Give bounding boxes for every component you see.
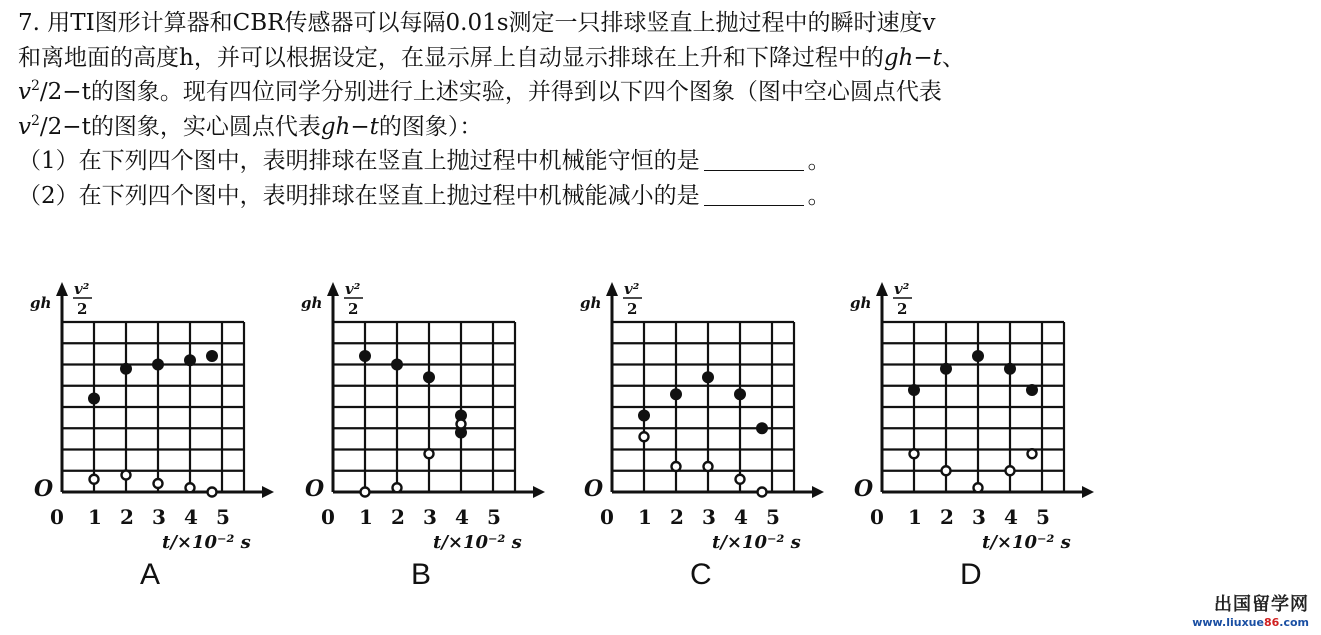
y-axis-label-v2: v² (624, 280, 640, 298)
x-tick-label: 1 (638, 505, 652, 529)
data-point-hollow (1006, 466, 1015, 475)
data-point-filled (391, 359, 403, 371)
x-tick-label: 3 (702, 505, 716, 529)
x-axis-label: t/×10⁻² s (433, 532, 522, 553)
data-point-hollow (361, 488, 370, 497)
y-axis-arrow (876, 282, 888, 296)
question-line-3 (18, 75, 1158, 110)
data-point-hollow (1028, 449, 1037, 458)
x-tick-label: 5 (216, 505, 230, 529)
y-axis-label-v2: v² (894, 280, 910, 298)
data-point-filled (1004, 363, 1016, 375)
y-axis-arrow (606, 282, 618, 296)
watermark-url-a: www.liuxue (1192, 616, 1264, 629)
question-part-2 (18, 179, 1158, 214)
data-point-hollow (425, 449, 434, 458)
graph-figures (0, 260, 1160, 595)
data-point-filled (940, 363, 952, 375)
x-tick-label: 3 (152, 505, 166, 529)
data-point-filled (206, 350, 218, 362)
y-axis-label-den: 2 (77, 300, 88, 318)
data-point-hollow (122, 471, 131, 480)
panel-label: C (690, 558, 712, 591)
data-point-hollow (393, 483, 402, 492)
data-point-filled (359, 350, 371, 362)
origin-label: O (305, 476, 325, 502)
answer-blank-1[interactable] (704, 148, 804, 171)
question-text (18, 6, 1158, 213)
x-tick-label: 4 (734, 505, 748, 529)
question-part-1 (18, 144, 1158, 179)
x-axis-arrow (812, 486, 824, 498)
y-axis-label-den: 2 (897, 300, 908, 318)
data-point-filled (670, 388, 682, 400)
data-point-hollow (704, 462, 713, 471)
y-axis-label-gh: gh (580, 294, 602, 312)
data-point-hollow (90, 475, 99, 484)
x-tick-label: 2 (120, 505, 134, 529)
panel-label: D (960, 558, 982, 591)
formula-sup: 2 (31, 112, 40, 129)
watermark-url (1192, 616, 1309, 629)
data-point-hollow (640, 432, 649, 441)
data-point-hollow (758, 488, 767, 497)
graph-panel-b (301, 280, 545, 591)
y-axis-arrow (327, 282, 339, 296)
y-axis-label-gh: gh (850, 294, 872, 312)
x-tick-label: 2 (940, 505, 954, 529)
line4-text-end: 的图象）： (378, 113, 483, 140)
formula-gh-t: gh−t (883, 44, 942, 71)
x-axis-arrow (262, 486, 274, 498)
panel-label: B (411, 558, 432, 591)
question-line-1 (18, 6, 1158, 41)
part1-end: 。 (807, 148, 831, 174)
y-axis-label-v2: v² (345, 280, 361, 298)
data-point-filled (1026, 384, 1038, 396)
formula-gh-t: gh−t (320, 113, 379, 140)
x-tick-label: 0 (600, 505, 614, 529)
part2-end: 。 (807, 182, 831, 209)
x-axis-arrow (1082, 486, 1094, 498)
part1-text: （1）在下列四个图中，表明排球在竖直上抛过程中机械能守恒的是 (18, 148, 700, 174)
y-axis-label-den: 2 (627, 300, 638, 318)
formula-v: v (18, 113, 31, 140)
data-point-filled (638, 410, 650, 422)
formula-v2-2-t: /2−t (39, 79, 91, 105)
data-point-filled (734, 388, 746, 400)
data-point-hollow (457, 420, 466, 429)
data-point-hollow (910, 449, 919, 458)
x-tick-label: 0 (50, 505, 64, 529)
data-point-filled (756, 422, 768, 434)
data-point-hollow (672, 462, 681, 471)
x-axis-label: t/×10⁻² s (162, 532, 251, 553)
line3-text: 的图象。现有四位同学分别进行上述实验，并得到以下四个图象（图中空心圆点代表 (90, 79, 942, 105)
x-tick-label: 1 (359, 505, 373, 529)
origin-label: O (34, 476, 54, 502)
data-point-hollow (974, 483, 983, 492)
data-point-hollow (208, 488, 217, 497)
line2-punct: 、 (941, 44, 965, 71)
part2-text: （2）在下列四个图中，表明排球在竖直上抛过程中机械能减小的是 (18, 182, 700, 209)
x-tick-label: 2 (391, 505, 405, 529)
origin-label: O (584, 476, 604, 502)
x-tick-label: 5 (487, 505, 501, 529)
line4-text: 的图象，实心圆点代表 (90, 113, 321, 140)
x-axis-label: t/×10⁻² s (982, 532, 1071, 553)
y-axis-label-gh: gh (301, 294, 323, 312)
data-point-filled (152, 359, 164, 371)
y-axis-label-v2: v² (74, 280, 90, 298)
x-tick-label: 4 (1004, 505, 1018, 529)
x-tick-label: 4 (455, 505, 469, 529)
line2-text: 和离地面的高度h，并可以根据设定，在显示屏上自动显示排球在上升和下降过程中的 (18, 44, 884, 71)
formula-sup: 2 (31, 78, 40, 94)
watermark-url-b: 86 (1263, 616, 1280, 629)
data-point-hollow (736, 475, 745, 484)
question-line-2 (18, 41, 1158, 76)
watermark (1192, 590, 1309, 629)
data-point-hollow (942, 466, 951, 475)
x-tick-label: 0 (870, 505, 884, 529)
formula-v: v (18, 79, 31, 105)
formula-v2-2-t: /2−t (39, 113, 91, 140)
data-point-filled (423, 371, 435, 383)
watermark-url-c: .com (1279, 616, 1309, 629)
watermark-site-name: 出国留学网 (1214, 594, 1309, 615)
data-point-filled (702, 371, 714, 383)
x-tick-label: 3 (423, 505, 437, 529)
question-line-4 (18, 110, 1158, 145)
x-axis-label: t/×10⁻² s (712, 532, 801, 553)
x-tick-label: 1 (88, 505, 102, 529)
data-point-filled (184, 354, 196, 366)
data-point-hollow (154, 479, 163, 488)
answer-blank-2[interactable] (704, 183, 804, 206)
graph-panel-c (580, 280, 824, 591)
data-point-hollow (186, 483, 195, 492)
data-point-filled (88, 393, 100, 405)
x-tick-label: 2 (670, 505, 684, 529)
origin-label: O (854, 476, 874, 502)
x-tick-label: 5 (766, 505, 780, 529)
y-axis-arrow (56, 282, 68, 296)
y-axis-label-gh: gh (30, 294, 52, 312)
y-axis-label-den: 2 (348, 300, 359, 318)
x-tick-label: 3 (972, 505, 986, 529)
x-tick-label: 5 (1036, 505, 1050, 529)
x-tick-label: 4 (184, 505, 198, 529)
x-tick-label: 1 (908, 505, 922, 529)
x-axis-arrow (533, 486, 545, 498)
graph-panel-a (30, 280, 274, 591)
graph-panel-d (850, 280, 1094, 591)
data-point-filled (972, 350, 984, 362)
data-point-filled (908, 384, 920, 396)
data-point-filled (120, 363, 132, 375)
panel-label: A (140, 558, 161, 591)
x-tick-label: 0 (321, 505, 335, 529)
line1-text: 7. 用TI图形计算器和CBR传感器可以每隔0.01s测定一只排球竖直上抛过程中的瞬时速度v (18, 10, 936, 36)
